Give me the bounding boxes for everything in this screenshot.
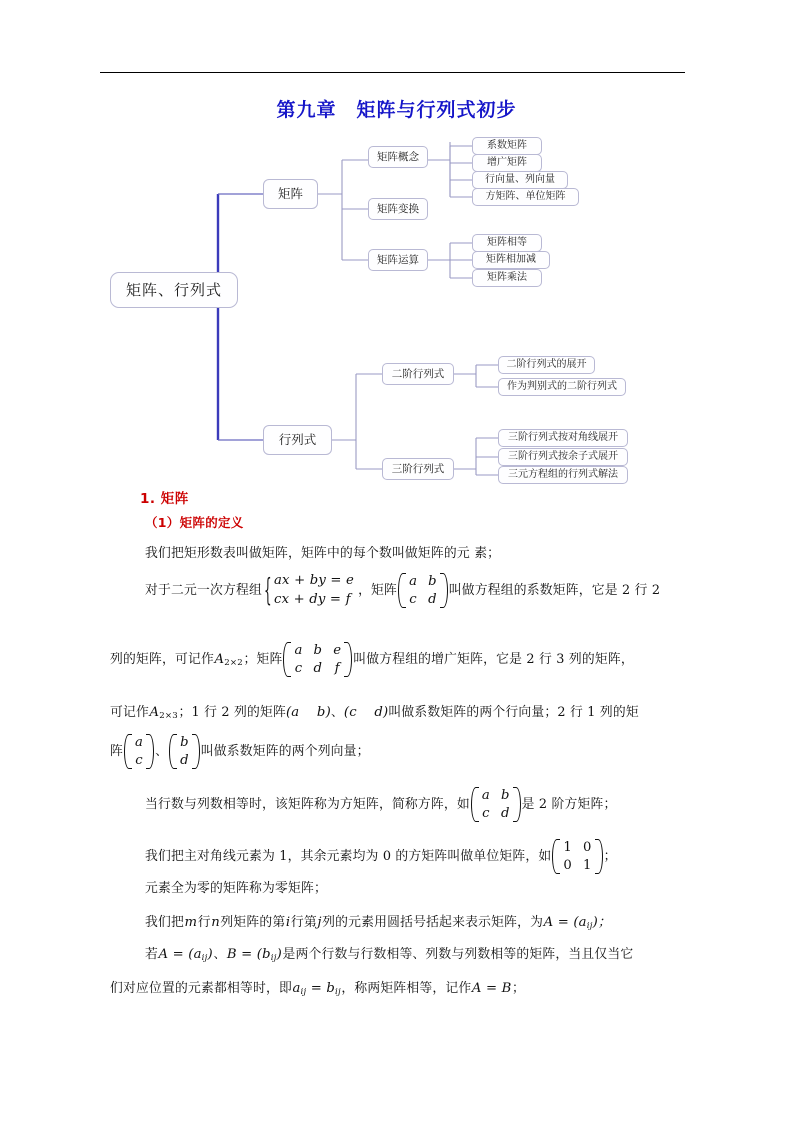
mindmap-leaf-label: 矩阵相等 bbox=[487, 237, 527, 248]
text-fragment: 叫做方程组的系数矩阵，它是 2 行 2 bbox=[448, 583, 661, 599]
formula-A-equals-B: A = B bbox=[471, 981, 512, 996]
matrix-cell: a bbox=[409, 574, 418, 589]
matrix-cell: 0 bbox=[583, 840, 592, 855]
text-fragment: 、 bbox=[213, 947, 227, 962]
column-vector-bd bbox=[169, 734, 200, 769]
text-fragment: 若 bbox=[145, 947, 158, 962]
matrix-cell: a bbox=[481, 788, 490, 803]
paragraph-column-vectors bbox=[110, 734, 370, 769]
paragraph-identity-matrix bbox=[145, 839, 617, 874]
text-fragment: 、 bbox=[155, 744, 169, 760]
mindmap-leaf-augmented-matrix[interactable] bbox=[472, 154, 542, 172]
mindmap-leaf-coefficient-matrix[interactable] bbox=[472, 137, 542, 155]
mindmap-leaf-row-col-vector[interactable] bbox=[472, 171, 568, 189]
mindmap-leaf-label: 三元方程组的行列式解法 bbox=[508, 469, 618, 480]
text-fragment: 叫做系数矩阵的两个列向量； bbox=[200, 744, 370, 760]
text-fragment: 行 bbox=[197, 915, 211, 930]
mindmap-leaf-label: 方矩阵、单位矩阵 bbox=[485, 191, 566, 202]
mindmap-leaf-second-order-discriminant[interactable] bbox=[498, 378, 626, 396]
mindmap-leaf-label: 矩阵相加减 bbox=[486, 254, 536, 265]
mindmap-node-determinant-label: 行列式 bbox=[278, 431, 317, 447]
subsection-heading-matrix-definition: （1）矩阵的定义 bbox=[145, 515, 244, 530]
text-fragment: ； bbox=[512, 981, 525, 996]
matrix-cell: d bbox=[313, 661, 323, 677]
mindmap-leaf-label: 作为判别式的二阶行列式 bbox=[507, 381, 617, 392]
matrix-coefficient-2x2 bbox=[398, 573, 448, 608]
mindmap-leaf-matrix-addition[interactable] bbox=[472, 251, 550, 269]
mindmap-leaf-label: 二阶行列式的展开 bbox=[506, 359, 587, 370]
mindmap-root-node[interactable] bbox=[110, 272, 238, 308]
column-vector-ac bbox=[124, 734, 154, 769]
text-fragment: ；1 行 2 列的矩阵 bbox=[178, 705, 286, 720]
matrix-cell: d bbox=[428, 592, 437, 608]
paragraph-matrix-equality-condition bbox=[145, 945, 633, 965]
paragraph-coefficient-matrix bbox=[145, 573, 660, 608]
text-fragment: 对于二元一次方程组 bbox=[145, 583, 262, 599]
text-fragment: ；矩阵 bbox=[243, 652, 283, 668]
equation-line-1: { ax + by = e bbox=[273, 573, 355, 589]
mindmap-node-second-order-label: 二阶行列式 bbox=[391, 367, 445, 380]
matrix-cell: b bbox=[313, 643, 323, 658]
formula-aij-equals-bij: $a_{ij} = b_{ij}$ bbox=[292, 981, 341, 998]
mindmap-node-matrix-transform[interactable] bbox=[368, 198, 428, 220]
matrix-cell: 1 bbox=[563, 840, 572, 855]
text-fragment: 是两个行数与行数相等、列数与列数相等的矩阵，当且仅当它 bbox=[282, 947, 634, 962]
mindmap-diagram bbox=[120, 142, 680, 487]
mindmap-node-matrix-label: 矩阵 bbox=[277, 185, 303, 201]
text-fragment: ； bbox=[603, 849, 617, 865]
text-fragment: 当行数与列数相等时，该矩阵称为方矩阵，简称方阵，如 bbox=[145, 797, 470, 813]
matrix-cell: c bbox=[294, 661, 303, 677]
equation-system-2x2 bbox=[264, 573, 356, 608]
matrix-cell: a bbox=[135, 735, 144, 750]
mindmap-node-third-order-determinant[interactable] bbox=[382, 458, 454, 480]
row-vector-ab: (a b) bbox=[285, 705, 331, 720]
formula-A-equals-aij: $A = (a_{ij})$； bbox=[543, 915, 612, 932]
mindmap-leaf-label: 系数矩阵 bbox=[487, 140, 527, 151]
text-fragment: 阵 bbox=[110, 744, 123, 760]
matrix-cell: 0 bbox=[563, 858, 572, 874]
mindmap-node-matrix-operation[interactable] bbox=[368, 249, 428, 271]
formula-B-bij: $B = (b_{ij})$ bbox=[226, 947, 282, 964]
matrix-augmented-2x3 bbox=[283, 642, 352, 677]
matrix-identity-2x2 bbox=[552, 839, 602, 874]
mindmap-leaf-matrix-multiplication[interactable] bbox=[472, 269, 542, 287]
text-fragment: ，矩阵 bbox=[358, 583, 398, 599]
text-fragment: 列的元素用圆括号括起来表示矩阵，为 bbox=[322, 915, 544, 930]
mindmap-leaf-square-identity-matrix[interactable] bbox=[472, 188, 579, 206]
mindmap-leaf-ternary-system-solution[interactable] bbox=[498, 466, 628, 484]
text-fragment: 我们把 bbox=[145, 915, 184, 930]
mindmap-leaf-second-order-expansion[interactable] bbox=[498, 356, 595, 374]
mindmap-root-label: 矩阵、行列式 bbox=[125, 280, 222, 299]
matrix-cell: c bbox=[135, 753, 143, 769]
equation-line-2: cx + dy = f bbox=[273, 591, 351, 607]
mindmap-node-matrix-concept[interactable] bbox=[368, 146, 428, 168]
mindmap-leaf-third-order-diagonal[interactable] bbox=[498, 429, 628, 447]
matrix-cell: e bbox=[333, 643, 342, 658]
mindmap-node-matrix[interactable] bbox=[263, 179, 318, 209]
symbol-n: n bbox=[211, 915, 220, 930]
text-fragment: 叫做系数矩阵的两个行向量；2 行 1 列的矩 bbox=[388, 705, 639, 720]
mindmap-leaf-third-order-cofactor[interactable] bbox=[498, 448, 628, 466]
matrix-cell: b bbox=[180, 735, 189, 750]
matrix-cell: c bbox=[482, 806, 490, 822]
symbol-j: j bbox=[317, 915, 322, 930]
matrix-cell: a bbox=[294, 643, 303, 658]
mindmap-leaf-label: 三阶行列式按余子式展开 bbox=[508, 451, 618, 462]
matrix-cell: f bbox=[334, 661, 340, 677]
mindmap-node-second-order-determinant[interactable] bbox=[382, 363, 454, 385]
text-fragment: 我们把主对角线元素为 1，其余元素均为 0 的方矩阵叫做单位矩阵，如 bbox=[145, 849, 552, 865]
text-fragment: 们对应位置的元素都相等时，即 bbox=[110, 981, 292, 996]
mindmap-node-determinant[interactable] bbox=[263, 425, 332, 455]
section-heading-matrix: 1. 矩阵 bbox=[140, 491, 189, 507]
symbol-i: i bbox=[285, 915, 291, 930]
symbol-m: m bbox=[184, 915, 198, 930]
text-fragment: 行第 bbox=[290, 915, 317, 930]
matrix-cell: b bbox=[500, 788, 510, 803]
header-divider bbox=[100, 72, 685, 73]
mindmap-leaf-label: 行向量、列向量 bbox=[485, 174, 555, 185]
row-vector-cd: (c d) bbox=[343, 705, 389, 720]
paragraph-zero-matrix: 元素全为零的矩阵称为零矩阵； bbox=[145, 881, 327, 896]
mindmap-node-third-order-label: 三阶行列式 bbox=[391, 462, 445, 475]
paragraph-element-notation bbox=[145, 913, 612, 933]
paragraph-square-matrix bbox=[145, 787, 617, 822]
text-fragment: 列的矩阵，可记作 bbox=[110, 652, 214, 668]
mindmap-node-matrix-operation-label: 矩阵运算 bbox=[377, 253, 419, 266]
matrix-cell: d bbox=[500, 806, 510, 822]
matrix-cell: b bbox=[428, 574, 437, 589]
matrix-square-2x2 bbox=[471, 787, 521, 822]
paragraph-row-vectors bbox=[110, 703, 639, 723]
matrix-cell: c bbox=[409, 592, 417, 608]
symbol-A-2x3: $A_{2\times 3}$ bbox=[149, 705, 178, 722]
matrix-cell: 1 bbox=[583, 858, 592, 874]
mindmap-leaf-matrix-equality[interactable] bbox=[472, 234, 542, 252]
paragraph-augmented-matrix bbox=[110, 642, 634, 677]
formula-A-aij: $A = (a_{ij})$ bbox=[158, 947, 213, 964]
mindmap-leaf-label: 三阶行列式按对角线展开 bbox=[508, 432, 618, 443]
paragraph-matrix-equality-conclusion bbox=[110, 979, 525, 999]
text-fragment: 可记作 bbox=[110, 705, 149, 720]
mindmap-leaf-label: 增广矩阵 bbox=[487, 157, 527, 168]
page-title: 第九章 矩阵与行列式初步 bbox=[276, 99, 517, 121]
text-fragment: 、 bbox=[330, 705, 344, 720]
text-fragment: 是 2 阶方矩阵； bbox=[521, 797, 617, 813]
text-fragment: 列矩阵的第 bbox=[220, 915, 286, 930]
matrix-cell: d bbox=[180, 753, 189, 769]
text-fragment: ，称两矩阵相等，记作 bbox=[341, 981, 472, 996]
mindmap-node-matrix-concept-label: 矩阵概念 bbox=[377, 150, 419, 163]
symbol-A-2x2: $A_{2\times 2}$ bbox=[214, 652, 243, 669]
paragraph-matrix-definition: 我们把矩形数表叫做矩阵，矩阵中的每个数叫做矩阵的元 素； bbox=[145, 546, 501, 561]
mindmap-leaf-label: 矩阵乘法 bbox=[487, 272, 527, 283]
text-fragment: 叫做方程组的增广矩阵，它是 2 行 3 列的矩阵， bbox=[353, 652, 634, 668]
mindmap-node-matrix-transform-label: 矩阵变换 bbox=[377, 202, 419, 215]
